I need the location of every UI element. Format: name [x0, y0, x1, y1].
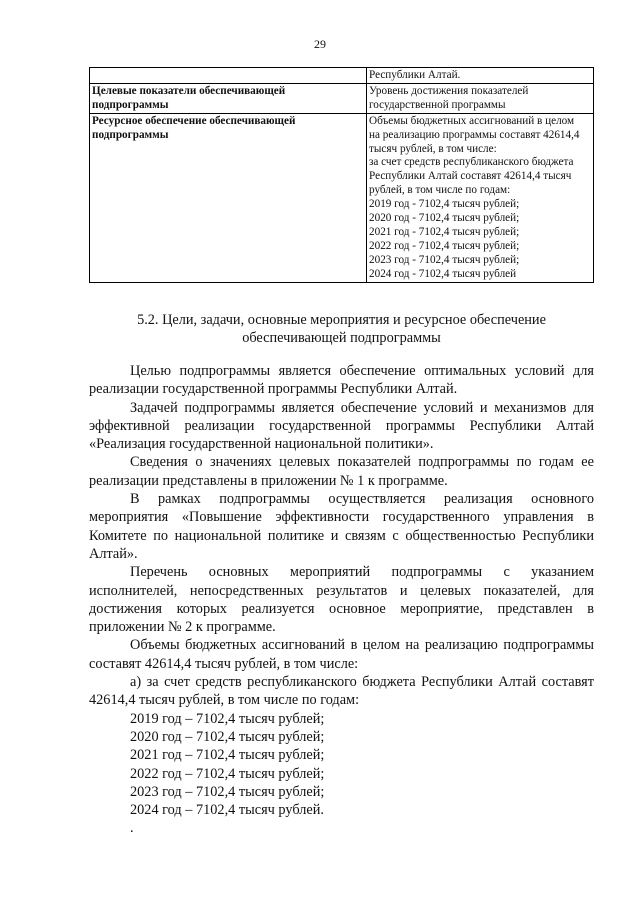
cell-line: подпрограммы: [92, 98, 169, 111]
trailing-mark: .: [130, 820, 134, 837]
cell-line: 2021 год - 7102,4 тысяч рублей;: [369, 225, 520, 238]
table-row: [90, 83, 594, 113]
cell-line: рублей, в том числе по годам:: [369, 184, 511, 197]
cell-line: 2020 год - 7102,4 тысяч рублей;: [369, 212, 520, 225]
cell-line: 2019 год - 7102,4 тысяч рублей;: [369, 198, 520, 211]
paragraph: Целью подпрограммы является обеспечение оптимальных условий для реализации государственной программы Республики Алтай.: [89, 363, 594, 398]
section-heading-line: обеспечивающей подпрограммы: [242, 329, 441, 346]
table-cell-label: [90, 83, 367, 113]
cell-line: 2023 год - 7102,4 тысяч рублей;: [369, 253, 520, 266]
cell-line: на реализацию программы составят 42614,4: [369, 128, 580, 141]
body-text: [89, 362, 594, 838]
cell-line: Целевые показатели обеспечивающей: [92, 84, 286, 97]
year-line: 2024 год – 7102,4 тысяч рублей.: [130, 802, 324, 819]
cell-line: Уровень достижения показателей: [369, 84, 529, 97]
cell-line: 2024 год - 7102,4 тысяч рублей: [369, 267, 517, 280]
table-cell-label: [90, 113, 367, 282]
paragraph: Задачей подпрограммы является обеспечение условий и механизмов для эффективной реализации государственной программы Республики Алтай «Реализация государственной национальной политики».: [89, 399, 594, 453]
table-cell-value: [367, 68, 594, 84]
passport-table: [89, 67, 594, 283]
table-row: [90, 113, 594, 282]
cell-line: государственной программы: [369, 98, 506, 111]
cell-line: 2022 год - 7102,4 тысяч рублей;: [369, 239, 520, 252]
cell-line: Республики Алтай составят 42614,4 тысяч: [369, 170, 572, 183]
paragraph: Сведения о значениях целевых показателей подпрограммы по годам ее реализации представлены в приложении № 1 к программе.: [89, 454, 594, 489]
cell-line: Ресурсное обеспечение обеспечивающей: [92, 114, 296, 127]
paragraph: Перечень основных мероприятий подпрограммы с указанием исполнителей, непосредственных результатов и целевых показателей, для достижения которых реализуется основное мероприятие, представлен в приложении № 2 к программе.: [89, 564, 594, 636]
year-line: 2020 год – 7102,4 тысяч рублей;: [130, 728, 325, 745]
cell-line: тысяч рублей, в том числе:: [369, 142, 497, 155]
year-line: 2023 год – 7102,4 тысяч рублей;: [130, 783, 325, 800]
cell-line: подпрограммы: [92, 128, 169, 141]
cell-line: Объемы бюджетных ассигнований в целом: [369, 114, 575, 127]
section-heading-line: 5.2. Цели, задачи, основные мероприятия и ресурсное обеспечение: [137, 312, 546, 328]
paragraph: Объемы бюджетных ассигнований в целом на реализацию подпрограммы составят 42614,4 тысяч рублей, в том числе:: [89, 637, 594, 672]
section-heading: [89, 312, 594, 347]
page-number: 29: [314, 37, 326, 51]
year-line: 2022 год – 7102,4 тысяч рублей;: [130, 765, 325, 782]
table-cell-label: [90, 68, 367, 84]
cell-line: Республики Алтай.: [369, 69, 461, 81]
table-row: [90, 68, 594, 84]
paragraph: а) за счет средств республиканского бюджета Республики Алтай составят 42614,4 тысяч рублей, в том числе по годам:: [89, 674, 594, 709]
cell-line: за счет средств республиканского бюджета: [369, 156, 574, 169]
paragraph: В рамках подпрограммы осуществляется реализация основного мероприятия «Повышение эффективности государственного управления в Комитете по национальной политике и связям с общественностью Республики Алтай».: [89, 491, 594, 562]
table-cell-value: [367, 83, 594, 113]
table-cell-value: [367, 113, 594, 282]
year-line: 2019 год – 7102,4 тысяч рублей;: [130, 710, 325, 727]
year-line: 2021 год – 7102,4 тысяч рублей;: [130, 747, 325, 764]
